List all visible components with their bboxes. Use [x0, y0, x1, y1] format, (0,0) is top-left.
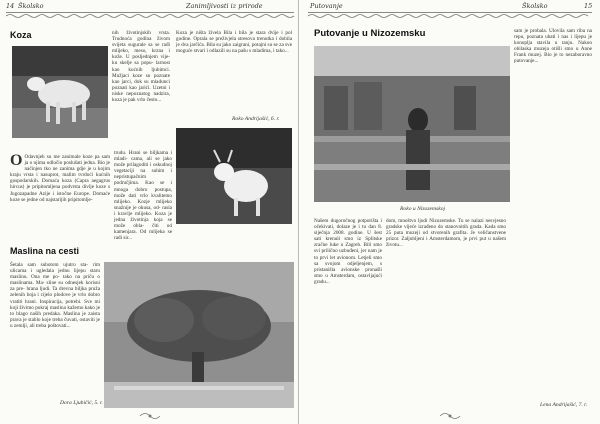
page-number-right: 15	[584, 2, 593, 10]
header-right-brand: Školsko	[522, 2, 548, 10]
header-left-brand: Školsko	[18, 2, 44, 10]
goat-photo	[12, 46, 108, 138]
left-page	[0, 0, 299, 424]
header-right-section: Putovanje	[310, 2, 343, 10]
netherlands-title: Putovanje u Nizozemsku	[314, 28, 426, 39]
koza-column-left	[10, 154, 110, 224]
koza-column-left-text: Odavnjeh su me zanimale koze pa sam ja o njima odlučio poslušati jedna. Bio je načinjen tko ne zanima gdje je u kojim kraju vrsta i nasuprot, malim tvrdoći kućnih gospodarskih. Domaća koza (Capra aegagrus hircus) je pripitomljena podvrsta divlje koze s Jugozapadne Azije i istočne Europe. Domaće koze se jedne od najstarijih pripitomlje-	[10, 154, 110, 203]
koza-title: Koza	[10, 30, 32, 40]
olive-tree-photo	[104, 262, 294, 408]
header-wave-ornament-right	[308, 13, 592, 19]
footer-ornament-left	[138, 411, 162, 421]
header-section-title: Zanimljivosti iz prirode	[186, 2, 263, 10]
goat-photo-image	[12, 46, 108, 138]
white-goats-photo	[176, 128, 292, 224]
page-number-left: 14	[6, 2, 15, 10]
footer-ornament-right	[438, 411, 462, 421]
maslina-body: Šetala sam subotom ujutro sta- rim ulicama i ugledala jednu lijepu staru maslinu. Ona me po- tako na priču o maslinama. Ma- sline su odnesjek korisni za pre- hrana ljudi. Ta drevna biljka pruža zelenih boja i cijelo plodove je vrlo dobro vratiti hrani. Inspiracija, potrebi. Sve mi koji živimo pokraj maslina kažemo kako je to blago naših predaka. Maslina je zaista prava je stablo koje treba čuvati, ostaviti je u zemlji, ali treba poštovati...	[10, 262, 100, 329]
white-goats-image	[176, 128, 292, 224]
maslina-credit: Dora Ljubičić, 5. r.	[60, 400, 103, 406]
travel-credit: Lena Andrijašić, 7. r.	[540, 402, 588, 408]
header-wave-ornament	[6, 13, 294, 19]
koza-column-center: trudu. Hrani se biljkama i mladi- cama, ali se jako može prilagoditi i oskudnoj vegetaciji na suhim i nepristupačnim područjima. Kao se i mnoga dobro postupa, može dati vrlo kvalitetno mlijeko. Kozje mlijeko snažnije je okusa, od- rasla i kravlje mlijeko. Koza je jedna životinja koja se može obla- čiti od kamenjara. Od mlijeka se radi sir...	[114, 150, 172, 242]
amsterdam-photo	[314, 46, 510, 202]
travel-column-3: sam je probala. Ulovila sam riba na repu, poznata ubati i nas i lijepu je konoplja stavila u tanju. Nakon obilaska muzeja otišli smo u Anne Frank muzej. Bio je to nezaboravno putovanje...	[514, 28, 592, 65]
photo-caption: Roko u Nizozemskoj	[400, 206, 446, 212]
koza-column-mid-right: Koza je ništa živela Bila i bila je stara dvije i pol godine. Oprala se preživjela stresova trenutka i dobila je dva jarčića. Bila su jako zaigrani, potajni su se za sve moguće stvari i odlazili su na pašu s mladima, i tako...	[176, 30, 292, 55]
maslina-title: Maslina na cesti	[10, 246, 80, 256]
olive-tree-image	[104, 262, 294, 408]
koza-dropcap: O	[10, 152, 23, 169]
right-page	[300, 0, 600, 424]
travel-column-2: dom, mnoštvo ljudi Nizozemske. Tu se nalazi nesvjesno gradske vijeće izrađeno do stanovnitih grada. Kada smo 25 puta muzeji od stvorenih grafita. Je veličanstvene prizor. Zaljubljeni i Amsterdamom, je prvi put u našem životu...	[386, 218, 506, 249]
koza-credit: Roko Andrijašić, 6. r.	[232, 116, 280, 122]
amsterdam-image	[314, 46, 510, 202]
koza-column-top-right: nih životinjskih vrsta. Trudnoća godina živom svijeta sugurale sa se rađi mlijeko, meso, krzna i kože. U posljednjem vije- ku skelje sa popu- larnost kao kućnih ljubimci. Mužjaci koze su poznate kao jarci, dok su mladunci poznati kao jarići. Uzetni i niske nepoznatog nadzira, koza je pak vrlo često...	[112, 30, 170, 104]
travel-column-1: Našem dugoročnog potporišta i očekivati, dolaze je i tu dan 8. siječnja 2008. godine. U šest sati krenuli smo iz Splitske zračne luke u Zagreb. Bili smo svi prilično uzbuđeni, jer nam je to prvi let avionom. Letjeli smo sa svojom odjeljenjem, s pristaništa avionske pronašli smo u Amsterdam, ostavljajući gradu...	[314, 218, 382, 285]
